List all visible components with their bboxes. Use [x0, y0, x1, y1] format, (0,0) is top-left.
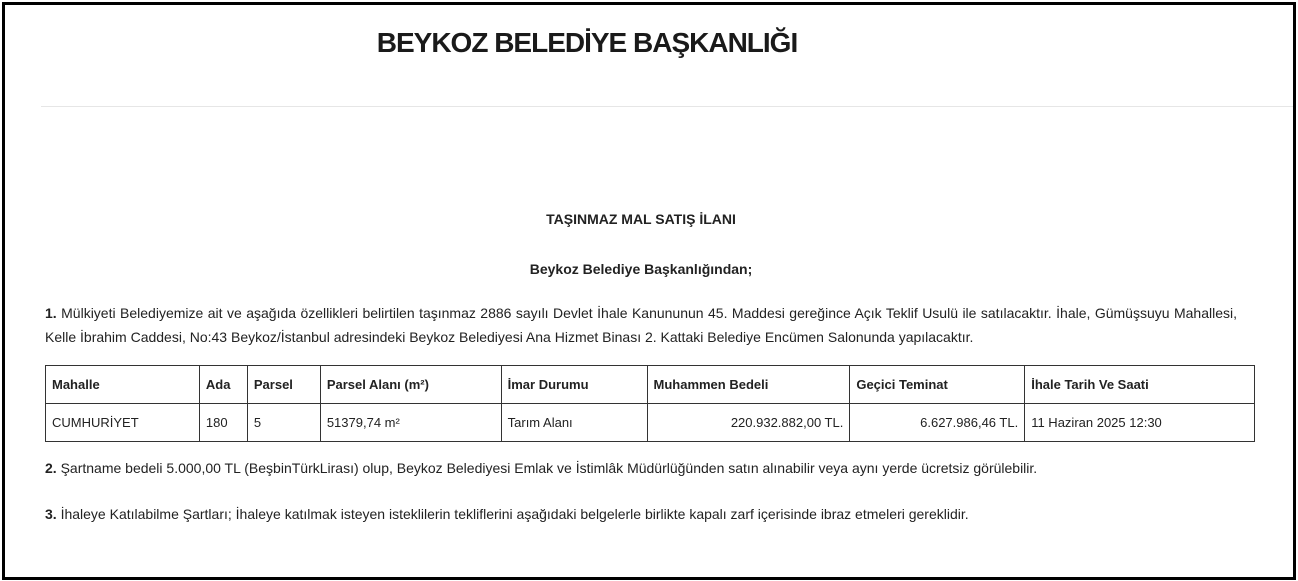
document-content: [45, 195, 1237, 526]
header-imar-durumu: İmar Durumu: [501, 366, 647, 404]
document-subtitle: Beykoz Belediye Başkanlığından;: [529, 261, 753, 277]
cell-ada: 180: [199, 404, 247, 442]
paragraph-2-number: 2.: [45, 460, 57, 476]
page-frame: [2, 2, 1296, 580]
header-ihale-tarih: İhale Tarih Ve Saati: [1025, 366, 1255, 404]
table-header-row: [46, 366, 1255, 404]
paragraph-3-number: 3.: [45, 506, 57, 522]
paragraph-3-text: İhaleye Katılabilme Şartları; İhaleye katılmak isteyen isteklilerin tekliflerini aşağıdaki belgelerle birlikte kapalı zarf içerisinde ibraz etmeleri gereklidir.: [60, 506, 969, 522]
header-parsel-alani: Parsel Alanı (m²): [320, 366, 501, 404]
paragraph-3: [45, 502, 1237, 526]
paragraph-1: [45, 301, 1237, 349]
cell-parsel-alani: 51379,74 m²: [320, 404, 501, 442]
paragraph-2: [45, 456, 1237, 480]
property-table: [45, 365, 1255, 442]
cell-parsel: 5: [247, 404, 320, 442]
paragraph-2-text: Şartname bedeli 5.000,00 TL (BeşbinTürkLirası) olup, Beykoz Belediyesi Emlak ve İstimlâk Müdürlüğünden satın alınabilir veya aynı yerde ücretsiz görülebilir.: [60, 460, 1038, 476]
paragraph-1-number: 1.: [45, 305, 57, 321]
site-title: BEYKOZ BELEDİYE BAŞKANLIĞI: [376, 27, 798, 58]
header-muhammen-bedeli: Muhammen Bedeli: [647, 366, 850, 404]
cell-gecici-teminat: 6.627.986,46 TL.: [850, 404, 1025, 442]
header-mahalle: Mahalle: [46, 366, 200, 404]
cell-mahalle: CUMHURİYET: [46, 404, 200, 442]
header-parsel: Parsel: [247, 366, 320, 404]
paragraph-1-text: Mülkiyeti Belediyemize ait ve aşağıda özellikleri belirtilen taşınmaz 2886 sayılı Devlet İhale Kanununun 45. Maddesi gereğince Açık Teklif Usulü ile satılacaktır. İhale, Gümüşsuyu Mahallesi, Kelle İbrahim Caddesi, No:43 Beykoz/İstanbul adresindeki Beykoz Belediyesi Ana Hizmet Binası 2. Kattaki Belediye Encümen Salonunda yapılacaktır.: [45, 305, 1237, 345]
cell-ihale-tarih: 11 Haziran 2025 12:30: [1025, 404, 1255, 442]
header-ada: Ada: [199, 366, 247, 404]
cell-imar-durumu: Tarım Alanı: [501, 404, 647, 442]
header-gecici-teminat: Geçici Teminat: [850, 366, 1025, 404]
site-header: [41, 5, 1293, 107]
document-title: TAŞINMAZ MAL SATIŞ İLANI: [546, 211, 736, 227]
cell-muhammen-bedeli: 220.932.882,00 TL.: [647, 404, 850, 442]
table-row: [46, 404, 1255, 442]
